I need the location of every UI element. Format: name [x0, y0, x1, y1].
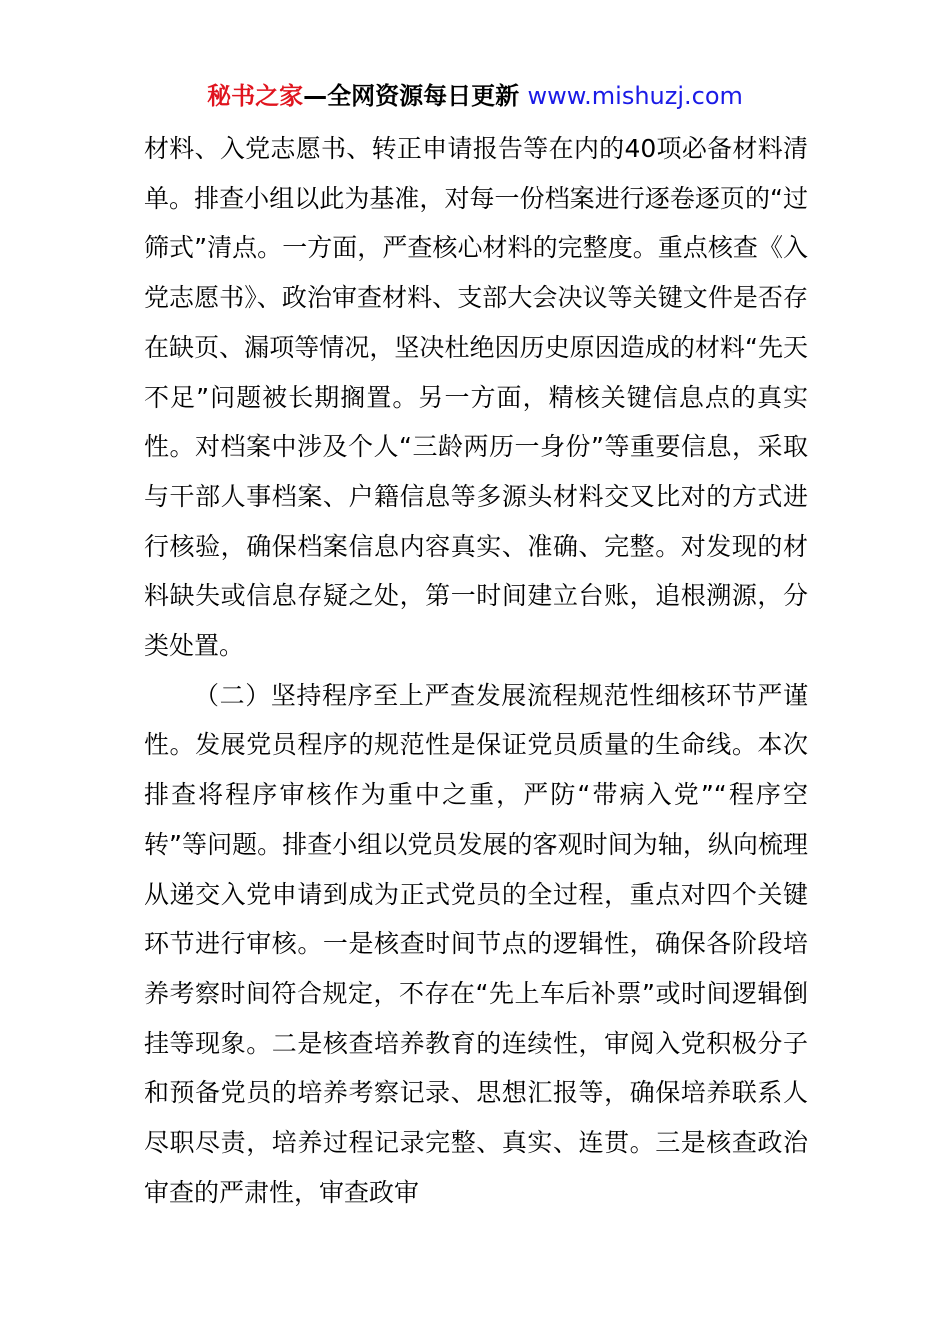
- site-brand: 秘书之家: [207, 82, 304, 110]
- site-tagline: —全网资源每日更新: [303, 82, 520, 110]
- paragraph-2: （二）坚持程序至上严查发展流程规范性细核环节严谨性。发展党员程序的规范性是保证党员质量的生命线。本次排查将程序审核作为重中之重，严防“带病入党”“程序空转”等问题。排查小组以党员发展的客观时间为轴，纵向梳理从递交入党申请到成为正式党员的全过程，重点对四个关键环节进行审核。一是核查时间节点的逻辑性，确保各阶段培养考察时间符合规定，不存在“先上车后补票”或时间逻辑倒挂等现象。二是核查培养教育的连续性，审阅入党积极分子和预备党员的培养考察记录、思想汇报等，确保培养联系人尽职尽责，培养过程记录完整、真实、连贯。三是核查政治审查的严肃性，审查政审: [144, 680, 808, 1207]
- site-url-link[interactable]: www.mishuzj.com: [527, 82, 743, 110]
- site-header: [0, 78, 950, 114]
- document-body: [144, 124, 808, 1217]
- paragraph-1: 材料、入党志愿书、转正申请报告等在内的40项必备材料清单。排查小组以此为基准，对每一份档案进行逐卷逐页的“过筛式”清点。一方面，严查核心材料的完整度。重点核查《入党志愿书》、政治审查材料、支部大会决议等关键文件是否存在缺页、漏项等情况，坚决杜绝因历史原因造成的材料“先天不足”问题被长期搁置。另一方面，精核关键信息点的真实性。对档案中涉及个人“三龄两历一身份”等重要信息，采取与干部人事档案、户籍信息等多源头材料交叉比对的方式进行核验，确保档案信息内容真实、准确、完整。对发现的材料缺失或信息存疑之处，第一时间建立台账，追根溯源，分类处置。: [144, 134, 808, 661]
